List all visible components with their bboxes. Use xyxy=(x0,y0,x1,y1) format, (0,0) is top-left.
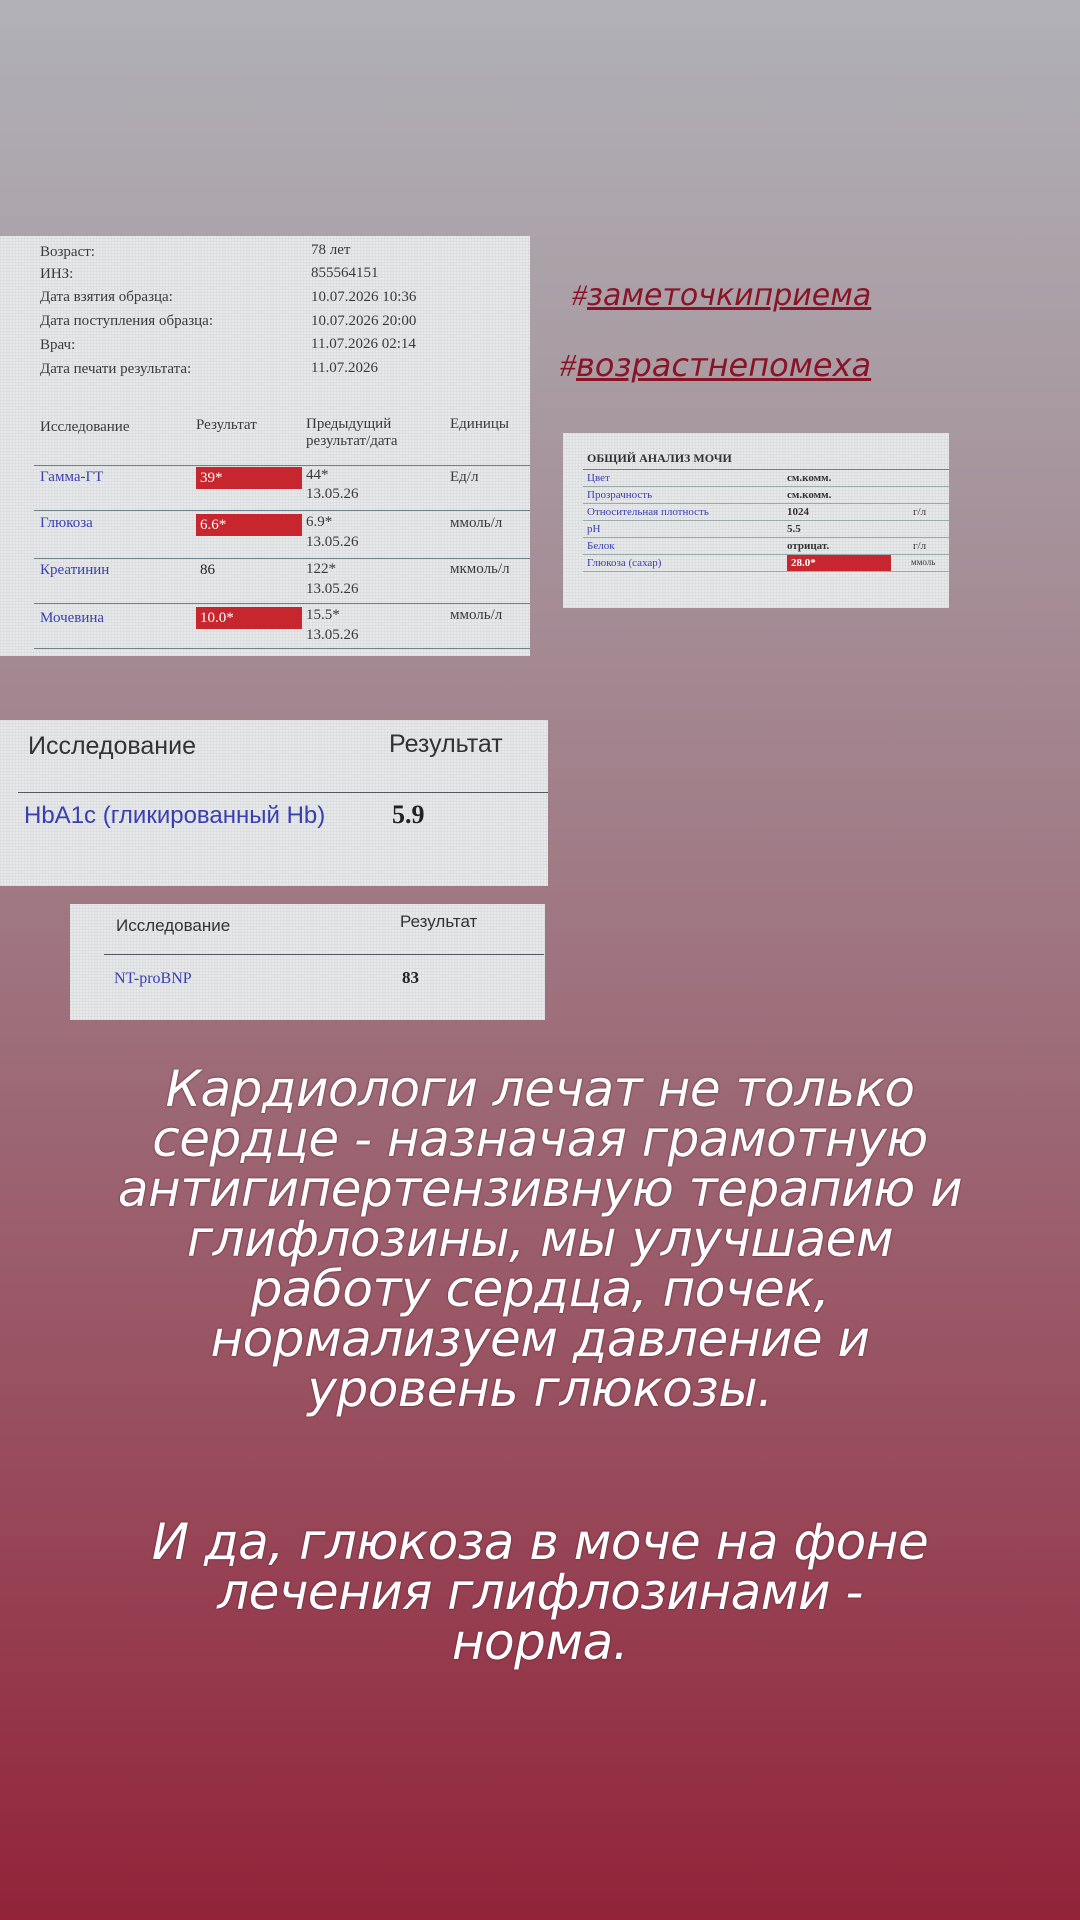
prev-date: 13.05.26 xyxy=(306,627,359,643)
meta-value: 78 лет xyxy=(311,242,351,258)
result-flagged: 10.0* xyxy=(196,607,302,629)
test-name-urea: Мочевина xyxy=(40,610,105,626)
lab-results-card xyxy=(0,236,530,656)
col-header-previous: Предыдущий xyxy=(306,416,392,432)
prev-date: 13.05.26 xyxy=(306,581,359,597)
col-header-study: Исследование xyxy=(28,732,196,760)
urine-value: 5.5 xyxy=(787,523,801,535)
col-header-result: Результат xyxy=(389,730,503,758)
result-value: 86 xyxy=(200,562,215,578)
test-name-ntprobnp: NT-proBNP xyxy=(114,970,192,987)
hba1c-card xyxy=(0,720,548,886)
meta-value: 11.07.2026 02:14 xyxy=(311,336,416,352)
urine-analysis-card xyxy=(563,433,949,608)
urine-title: ОБЩИЙ АНАЛИЗ МОЧИ xyxy=(587,451,732,465)
unit: мкмоль/л xyxy=(450,561,510,577)
urine-test-name: pH xyxy=(587,523,601,535)
col-header-result: Результат xyxy=(400,912,478,931)
unit: Ед/л xyxy=(450,469,479,485)
hashtag-link[interactable]: #возрастнепомеха xyxy=(560,346,872,384)
col-header-previous-date: результат/дата xyxy=(306,433,398,449)
caption-paragraph-2: И да, глюкоза в моче на фоне лечения глифлозинами - норма. xyxy=(151,1513,929,1671)
prev-result: 15.5* xyxy=(306,607,340,623)
meta-label: Врач: xyxy=(40,337,76,353)
unit: ммоль/л xyxy=(450,515,503,531)
prev-date: 13.05.26 xyxy=(306,486,359,502)
meta-label: ИНЗ: xyxy=(40,266,74,282)
meta-value: 11.07.2026 xyxy=(311,360,378,376)
urine-unit: г/л xyxy=(913,540,927,552)
result-value: 5.9 xyxy=(392,800,425,829)
meta-value: 855564151 xyxy=(311,265,379,281)
urine-value: см.комм. xyxy=(787,472,832,484)
meta-label: Возраст: xyxy=(40,244,95,260)
prev-date: 13.05.26 xyxy=(306,534,359,550)
urine-unit: ммоль xyxy=(911,557,936,567)
urine-test-name: Глюкоза (сахар) xyxy=(587,557,662,569)
result-flagged: 39* xyxy=(196,467,302,489)
prev-result: 6.9* xyxy=(306,514,333,530)
meta-value: 10.07.2026 20:00 xyxy=(311,313,417,329)
caption-paragraph-1: Кардиологи лечат не только сердце - назначая грамотную антигипертензивную терапию и глифлозины, мы улучшаем работу сердца, почек, нормализуем давление и уровень глюкозы. xyxy=(117,1060,963,1418)
prev-result: 44* xyxy=(306,467,329,483)
urine-unit: г/л xyxy=(913,506,927,518)
test-name-ggt: Гамма-ГТ xyxy=(40,469,104,485)
hashtag-link[interactable]: #заметочкиприема xyxy=(572,278,872,313)
prev-result: 122* xyxy=(306,561,336,577)
meta-label: Дата взятия образца: xyxy=(40,289,173,305)
col-header-units: Единицы xyxy=(450,416,509,432)
test-name-glucose: Глюкоза xyxy=(40,515,93,531)
meta-label: Дата печати результата: xyxy=(40,361,192,377)
urine-value-flagged: 28.0* xyxy=(787,555,891,571)
meta-value: 10.07.2026 10:36 xyxy=(311,289,417,305)
urine-test-name: Цвет xyxy=(587,472,610,484)
result-value: 83 xyxy=(402,968,419,987)
col-header-result: Результат xyxy=(196,417,257,433)
urine-test-name: Прозрачность xyxy=(587,489,653,501)
col-header-study: Исследование xyxy=(116,916,231,935)
ntprobnp-card xyxy=(70,904,545,1020)
urine-test-name: Белок xyxy=(587,540,615,552)
unit: ммоль/л xyxy=(450,607,503,623)
urine-value: см.комм. xyxy=(787,489,832,501)
test-name-creatinine: Креатинин xyxy=(40,562,110,578)
urine-value: 1024 xyxy=(787,506,809,518)
urine-test-name: Относительная плотность xyxy=(587,506,709,518)
col-header-study: Исследование xyxy=(40,419,130,435)
meta-label: Дата поступления образца: xyxy=(40,313,214,329)
result-flagged: 6.6* xyxy=(196,514,302,536)
urine-value: отрицат. xyxy=(787,540,830,552)
test-name-hba1c: HbA1c (гликированный Hb) xyxy=(24,802,326,829)
